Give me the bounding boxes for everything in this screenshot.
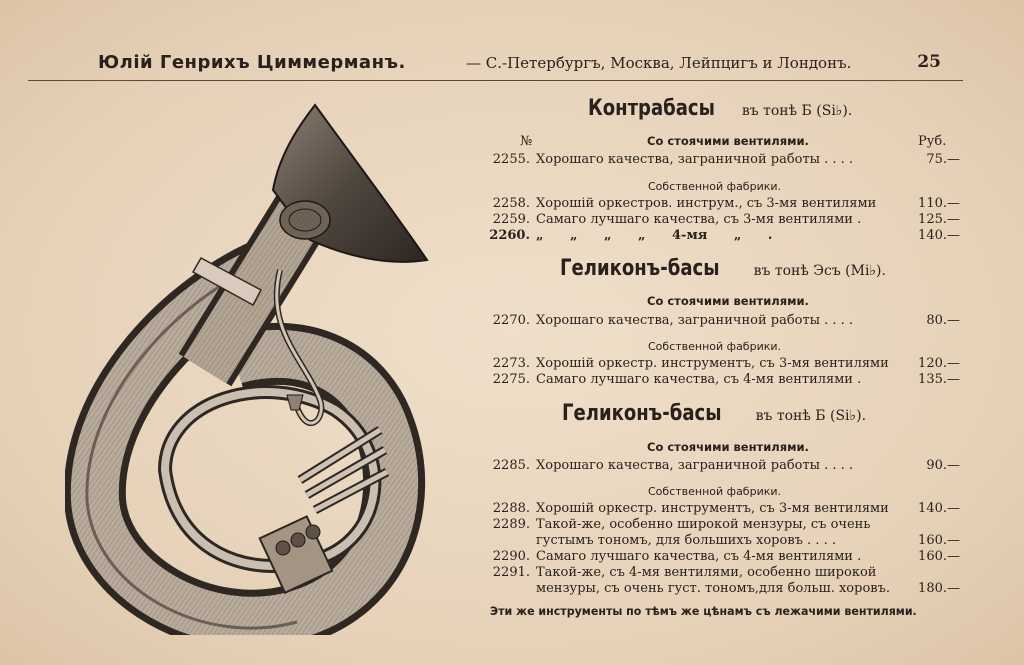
item-number: 2258. <box>492 196 530 211</box>
item-description: Такой-же, особенно широкой мензуры, съ очень <box>536 517 871 532</box>
page-header <box>28 50 963 81</box>
item-description: Хорошій оркестр. инструментъ, съ 3-мя вентилями <box>536 356 889 371</box>
section-title <box>560 256 886 281</box>
item-number: 2259. <box>492 212 530 227</box>
item-price: 120.— <box>918 356 960 371</box>
column-currency-header: Руб. <box>918 134 947 149</box>
item-price: 140.— <box>918 501 960 516</box>
item-description: мензуры, съ очень густ. тономъ,для больш. хоровъ. <box>536 581 891 596</box>
item-description: Самаго лучшаго качества, съ 4-мя вентилями . <box>536 372 862 387</box>
item-number: 2290. <box>492 549 530 564</box>
item-price: 75.— <box>926 152 960 167</box>
footnote: Эти же инструменты по тѣмъ же цѣнамъ съ лежачими вентилями. <box>490 604 917 618</box>
item-description: густымъ тономъ, для большихъ хоровъ . . . . <box>536 533 836 548</box>
section-name: Геликонъ-басы <box>562 401 722 426</box>
item-description: Самаго лучшаго качества, съ 4-мя вентилями . <box>536 549 862 564</box>
item-price: 80.— <box>926 313 960 328</box>
helicon-illustration <box>65 100 435 635</box>
item-price: 180.— <box>918 581 960 596</box>
item-number: 2255. <box>492 152 530 167</box>
section-subtitle: Со стоячими вентилями. <box>647 294 809 308</box>
item-price: 160.— <box>918 549 960 564</box>
item-price: 135.— <box>918 372 960 387</box>
publisher-name: Юлій Генрихъ Циммерманъ. <box>98 52 406 73</box>
item-price: 110.— <box>918 196 960 211</box>
item-price: 125.— <box>918 212 960 227</box>
item-description: Хорошій оркестров. инструм., съ 3-мя вентилями <box>536 196 877 211</box>
item-description: Хорошій оркестр. инструментъ, съ 3-мя вентилями <box>536 501 889 516</box>
section-title <box>562 401 866 426</box>
item-description: „ „ „ „ 4-мя „ . <box>536 228 773 243</box>
section-subtitle-own: Собственной фабрики. <box>648 485 782 498</box>
section-name: Геликонъ-басы <box>560 256 720 281</box>
section-name: Контрабасы <box>588 96 715 121</box>
item-description: Самаго лучшаго качества, съ 3-мя вентилями . <box>536 212 862 227</box>
publisher-cities: — С.-Петербургъ, Москва, Лейпцигъ и Лондонъ. <box>466 54 852 72</box>
item-number: 2273. <box>492 356 530 371</box>
section-tone: въ тонѣ Б (Si♭). <box>741 103 853 119</box>
item-number: 2285. <box>492 458 530 473</box>
section-title <box>588 96 852 121</box>
item-price: 140.— <box>918 228 960 243</box>
item-number: 2289. <box>492 517 530 532</box>
item-number: 2260. <box>489 228 530 243</box>
item-number: 2270. <box>492 313 530 328</box>
item-number: 2288. <box>492 501 530 516</box>
column-number-header: № <box>520 134 533 149</box>
item-description: Хорошаго качества, заграничной работы . . . . <box>536 313 854 328</box>
section-subtitle: Со стоячими вентилями. <box>647 134 809 148</box>
item-description: Хорошаго качества, заграничной работы . . . . <box>536 152 854 167</box>
item-description: Такой-же, съ 4-мя вентилями, особенно широкой <box>536 565 877 580</box>
section-subtitle-own: Собственной фабрики. <box>648 340 782 353</box>
item-price: 160.— <box>918 533 960 548</box>
section-tone: въ тонѣ Эсъ (Mi♭). <box>753 263 886 279</box>
section-subtitle: Со стоячими вентилями. <box>647 440 809 454</box>
section-subtitle-own: Собственной фабрики. <box>648 180 782 193</box>
item-number: 2291. <box>492 565 530 580</box>
page-number: 25 <box>917 52 941 72</box>
item-price: 90.— <box>926 458 960 473</box>
item-description: Хорошаго качества, заграничной работы . . . . <box>536 458 854 473</box>
section-tone: въ тонѣ Б (Si♭). <box>755 408 867 424</box>
item-number: 2275. <box>492 372 530 387</box>
